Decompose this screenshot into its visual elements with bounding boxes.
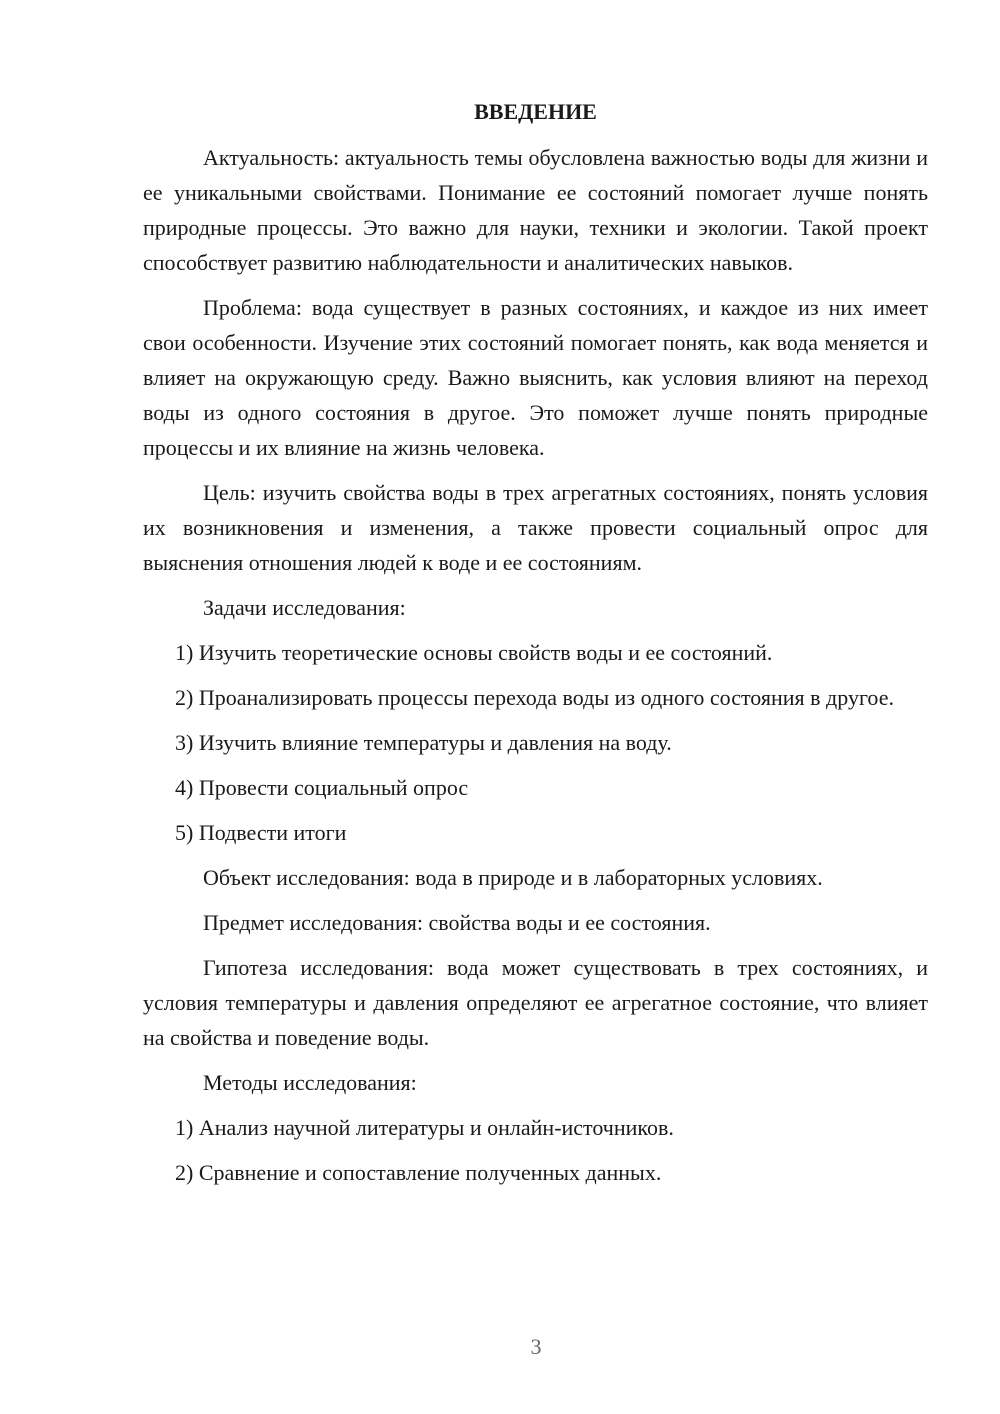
paragraph-relevance: Актуальность: актуальность темы обусловлена важностью воды для жизни и ее уникальными свойствами. Понимание ее состояний помогает лучше понять природные процессы. Это важно для науки, техники и экологии. Такой проект способствует развитию наблюдательности и аналитических навыков. (143, 145, 928, 275)
page-number: 3 (530, 1334, 542, 1359)
paragraph-object: Объект исследования: вода в природе и в лабораторных условиях. (203, 865, 823, 890)
paragraph-goal: Цель: изучить свойства воды в трех агрегатных состояниях, понять условия их возникновения и изменения, а также провести социальный опрос для выяснения отношения людей к воде и ее состояниям. (143, 480, 928, 575)
tasks-title: Задачи исследования: (203, 595, 406, 620)
list-item-task-3: 3) Изучить влияние температуры и давления на воду. (175, 730, 672, 755)
paragraph-hypothesis: Гипотеза исследования: вода может существовать в трех состояниях, и условия температуры и давления определяют ее агрегатное состояние, что влияет на свойства и поведение воды. (143, 955, 928, 1050)
paragraph-subject: Предмет исследования: свойства воды и ее состояния. (203, 910, 711, 935)
list-item-task-5: 5) Подвести итоги (175, 820, 347, 845)
methods-title: Методы исследования: (203, 1070, 417, 1095)
section-heading: ВВЕДЕНИЕ (474, 99, 597, 124)
list-item-task-2: 2) Проанализировать процессы перехода воды из одного состояния в другое. (175, 685, 894, 710)
list-item-method-1: 1) Анализ научной литературы и онлайн-источников. (175, 1115, 674, 1140)
paragraph-problem: Проблема: вода существует в разных состояниях, и каждое из них имеет свои особенности. Изучение этих состояний помогает понять, как вода меняется и влияет на окружающую среду. Важно выяснить, как условия влияют на переход воды из одного состояния в другое. Это поможет лучше понять природные процессы и их влияние на жизнь человека. (143, 295, 928, 460)
list-item-method-2: 2) Сравнение и сопоставление полученных данных. (175, 1160, 662, 1185)
page-content (143, 96, 928, 1200)
list-item-task-1: 1) Изучить теоретические основы свойств воды и ее состояний. (175, 640, 773, 665)
list-item-task-4: 4) Провести социальный опрос (175, 775, 469, 800)
